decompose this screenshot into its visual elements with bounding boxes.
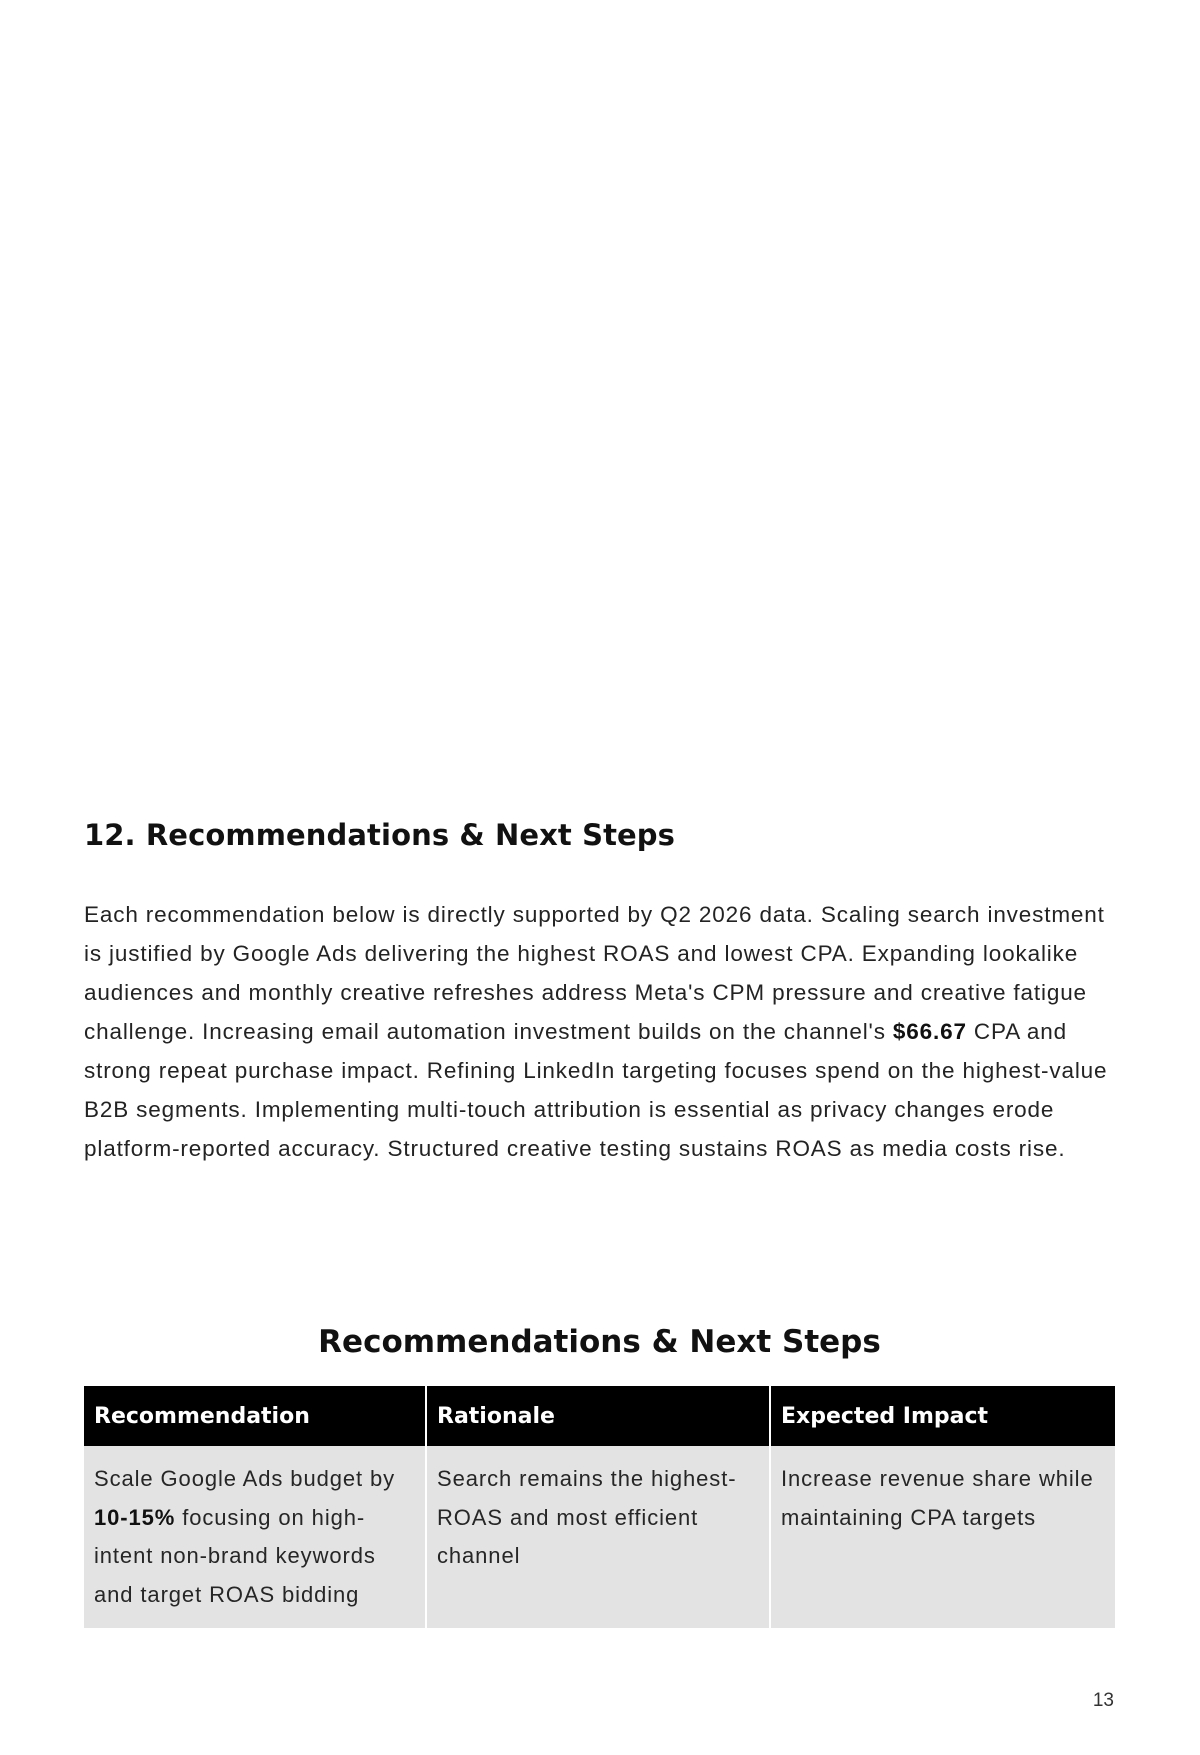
header-rationale: Rationale	[426, 1386, 770, 1446]
recommendations-section	[84, 815, 1114, 1168]
cell-recommendation	[84, 1446, 426, 1628]
recommendation-text-pre: Scale Google Ads budget by	[94, 1466, 396, 1491]
cell-rationale: Search remains the highest-ROAS and most efficient channel	[426, 1446, 770, 1628]
section-title: 12. Recommendations & Next Steps	[84, 818, 676, 852]
table-caption: Recommendations & Next Steps	[318, 1324, 881, 1360]
header-expected-impact: Expected Impact	[770, 1386, 1115, 1446]
recommendation-text-post: focusing on high-intent non-brand keywords and target ROAS bidding	[94, 1504, 376, 1607]
table-header-row	[84, 1386, 1115, 1446]
page-number: 13	[1092, 1690, 1114, 1711]
cell-expected-impact: Increase revenue share while maintaining CPA targets	[770, 1446, 1115, 1628]
intro-paragraph	[84, 895, 1114, 1168]
intro-text-part2: CPA and strong repeat purchase impact. Refining LinkedIn targeting focuses spend on the highest-value B2B segments. Implementing multi-touch attribution is essential as privacy changes erode platform-reported accuracy. Structured creative testing sustains ROAS as media costs rise.	[84, 1019, 1108, 1161]
intro-text-part1: Each recommendation below is directly supported by Q2 2026 data. Scaling search investment is justified by Google Ads delivering the highest ROAS and lowest CPA. Expanding lookalike audiences and monthly creative refreshes address Meta's CPM pressure and creative fatigue challenge. Increasing email automation investment builds on the channel's	[84, 902, 1105, 1044]
header-recommendation: Recommendation	[84, 1386, 426, 1446]
recommendation-budget-increase: 10-15%	[94, 1504, 176, 1530]
intro-cpa-value: $66.67	[892, 1019, 967, 1044]
table-row	[84, 1446, 1115, 1628]
recommendations-table	[84, 1386, 1115, 1628]
